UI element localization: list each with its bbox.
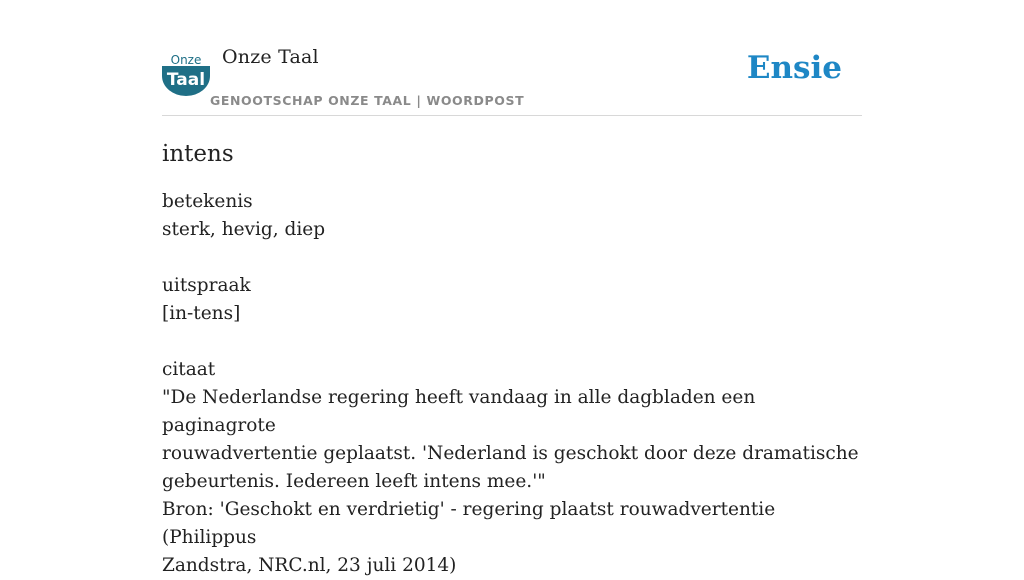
source-line: Bron: 'Geschokt en verdrietig' - regering plaatst rouwadvertentie (Philippus <box>162 499 776 548</box>
brand-subtitle: GENOOTSCHAP ONZE TAAL | WOORDPOST <box>210 93 525 108</box>
spacer <box>162 244 862 272</box>
svg-text:Onze: Onze <box>170 53 202 67</box>
svg-text:Taal: Taal <box>166 70 206 90</box>
brand-name: Onze Taal <box>222 46 319 68</box>
entry-body <box>162 188 862 580</box>
pronunciation-text: [in-tens] <box>162 303 241 324</box>
onze-taal-logo[interactable] <box>162 52 210 96</box>
pronunciation-label: uitspraak <box>162 275 251 296</box>
quote-line: rouwadvertentie geplaatst. 'Nederland is geschokt door deze dramatische <box>162 443 859 464</box>
quote-line: "De Nederlandse regering heeft vandaag in alle dagbladen een paginagrote <box>162 387 756 436</box>
spacer <box>162 328 862 356</box>
ensie-link[interactable]: Ensie <box>746 50 842 86</box>
onze-taal-logo-icon <box>162 52 210 96</box>
source-line: Zandstra, NRC.nl, 23 juli 2014) <box>162 555 457 576</box>
quote-line: gebeurtenis. Iedereen leeft intens mee.'" <box>162 471 546 492</box>
site-header <box>162 40 862 116</box>
entry-content <box>162 136 862 580</box>
meaning-label: betekenis <box>162 191 253 212</box>
meaning-text: sterk, hevig, diep <box>162 219 326 240</box>
entry-word: intens <box>162 141 234 167</box>
quote-label: citaat <box>162 359 216 380</box>
